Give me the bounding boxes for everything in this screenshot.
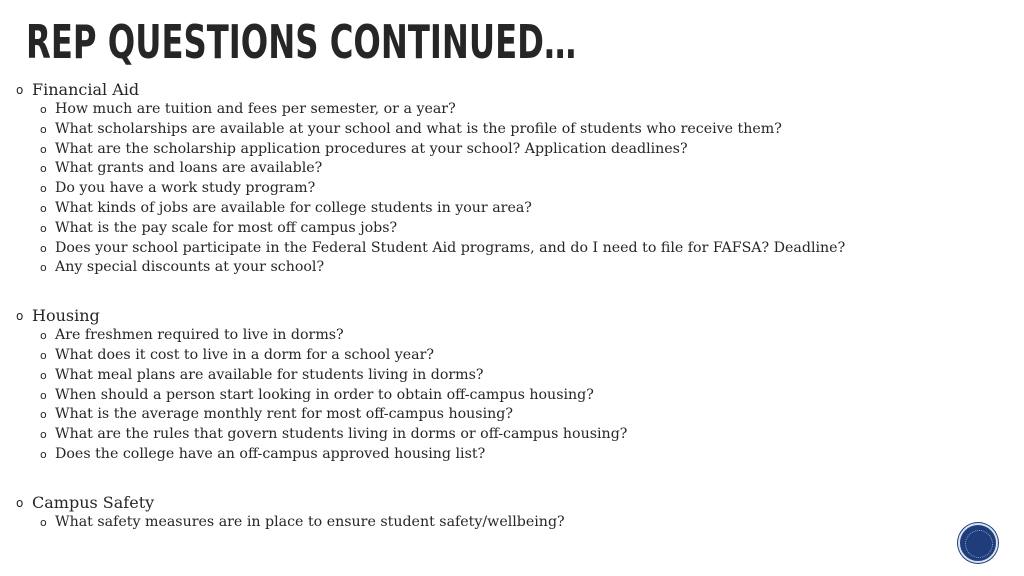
list-item — [0, 120, 1000, 140]
list-item — [0, 326, 1000, 346]
section-spacer — [0, 278, 1000, 306]
list-item-text: Are freshmen required to live in dorms? — [55, 327, 344, 344]
slide-body — [0, 80, 1000, 533]
section-heading-text: Campus Safety — [32, 492, 155, 512]
list-item — [0, 159, 1000, 179]
section-heading — [0, 306, 1000, 326]
list-item — [0, 366, 1000, 386]
slide-title: REP QUESTIONS CONTINUED… — [26, 15, 577, 69]
bullet-icon: o — [40, 368, 47, 382]
list-item-text: How much are tuition and fees per semester, or a year? — [55, 101, 456, 117]
list-item — [0, 140, 1000, 160]
section-heading-text: Financial Aid — [32, 80, 140, 99]
list-item — [0, 425, 1000, 445]
list-item — [0, 513, 1000, 533]
bullet-icon: o — [16, 83, 24, 97]
list-item — [0, 199, 1000, 219]
section-heading-text: Housing — [32, 306, 100, 326]
list-item-text: What is the pay scale for most off campus jobs? — [55, 219, 398, 236]
list-item-text: What does it cost to live in a dorm for a school year? — [55, 346, 435, 363]
list-item-text: What scholarships are available at your school and what is the profile of students who receive them? — [55, 120, 782, 137]
bullet-icon: o — [40, 103, 47, 116]
slide-nav-button[interactable] — [958, 523, 998, 563]
list-item-text: What kinds of jobs are available for college students in your area? — [55, 199, 532, 216]
section-financial-aid — [0, 80, 1000, 278]
list-item-text: Does your school participate in the Federal Student Aid programs, and do I need to file for FAFSA? Deadline? — [55, 239, 846, 256]
list-item — [0, 258, 1000, 278]
list-item-text: What meal plans are available for students living in dorms? — [55, 366, 484, 383]
section-heading — [0, 493, 1000, 513]
circle-icon — [965, 530, 993, 558]
bullet-icon: o — [40, 122, 47, 136]
bullet-icon: o — [40, 388, 47, 402]
list-item — [0, 405, 1000, 425]
list-item — [0, 179, 1000, 199]
list-item-text: What are the scholarship application procedures at your school? Application deadlines? — [55, 140, 688, 157]
bullet-icon: o — [40, 241, 47, 255]
bullet-icon: o — [40, 201, 47, 215]
list-item-text: What are the rules that govern students living in dorms or off-campus housing? — [55, 426, 628, 443]
list-item — [0, 346, 1000, 366]
bullet-icon: o — [40, 162, 47, 176]
list-item-text: What is the average monthly rent for most off-campus housing? — [55, 406, 513, 423]
list-item — [0, 239, 1000, 259]
bullet-icon: o — [40, 515, 47, 529]
section-campus-safety — [0, 493, 1000, 533]
bullet-icon: o — [40, 261, 47, 275]
bullet-icon: o — [40, 142, 47, 156]
bullet-icon: o — [40, 329, 47, 343]
list-item-text: When should a person start looking in order to obtain off-campus housing? — [55, 386, 594, 403]
section-housing — [0, 306, 1000, 465]
list-item — [0, 445, 1000, 465]
list-item-text: What safety measures are in place to ensure student safety/wellbeing? — [55, 513, 565, 530]
bullet-icon: o — [16, 309, 24, 324]
bullet-icon: o — [40, 447, 47, 461]
list-item-text: What grants and loans are available? — [55, 160, 323, 177]
list-item-text: Do you have a work study program? — [55, 180, 316, 197]
section-spacer — [0, 465, 1000, 493]
section-heading — [0, 80, 1000, 100]
list-item — [0, 100, 1000, 120]
bullet-icon: o — [40, 408, 47, 422]
bullet-icon: o — [40, 221, 47, 235]
list-item-text: Does the college have an off-campus approved housing list? — [55, 445, 486, 462]
list-item — [0, 219, 1000, 239]
list-item-text: Any special discounts at your school? — [55, 259, 325, 276]
bullet-icon: o — [16, 495, 24, 510]
bullet-icon: o — [40, 348, 47, 362]
bullet-icon: o — [40, 428, 47, 442]
list-item — [0, 386, 1000, 406]
bullet-icon: o — [40, 182, 47, 196]
